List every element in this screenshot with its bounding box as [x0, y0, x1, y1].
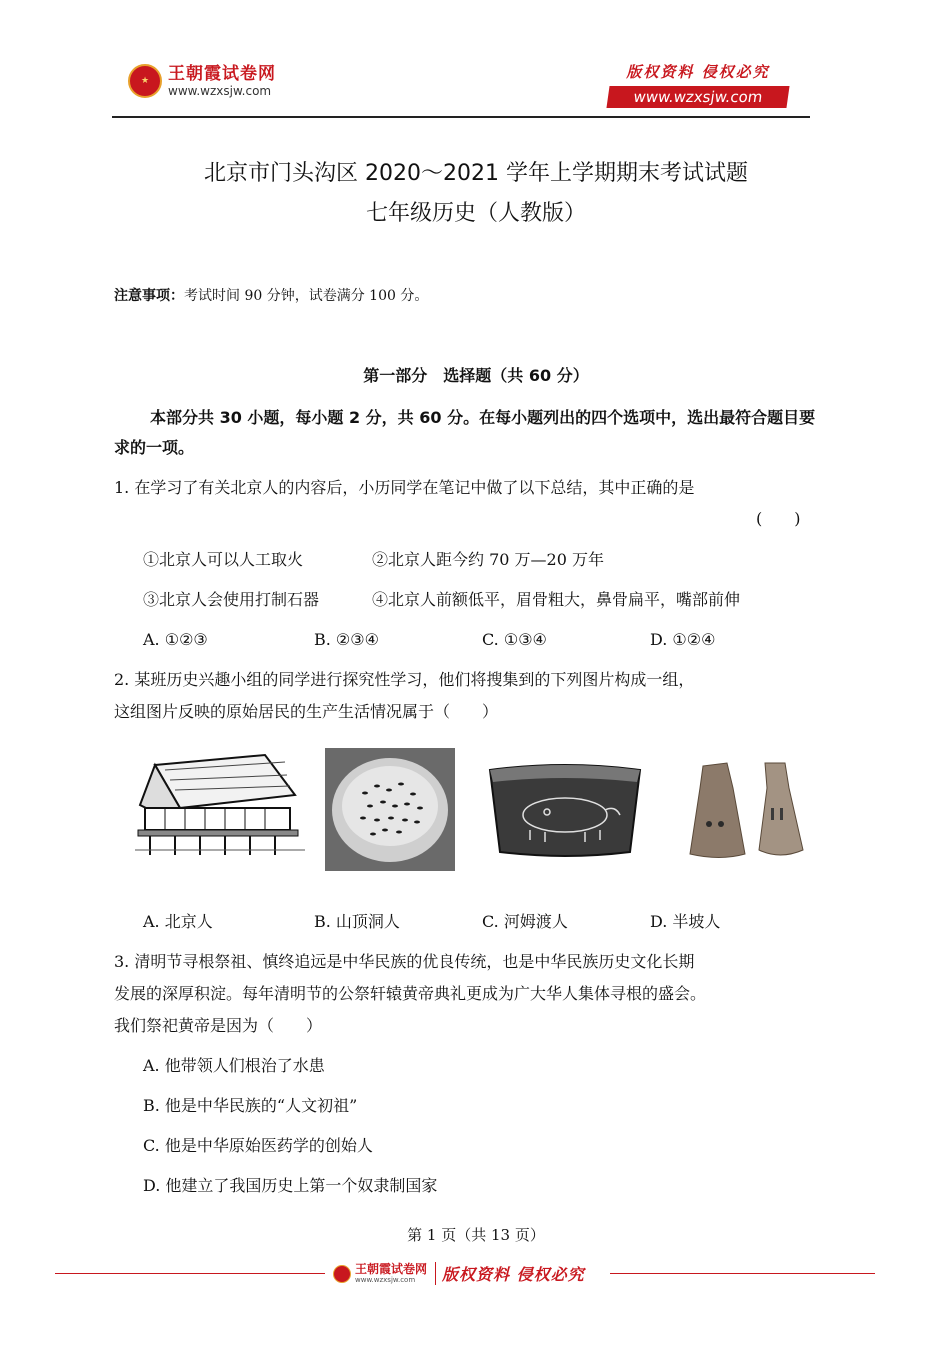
q3-stem-line1: 3. 清明节寻根祭祖、慎终追远是中华民族的优良传统，也是中华民族历史文化长期 [114, 952, 695, 971]
q2-option-d: D. 半坡人 [650, 912, 721, 931]
rice-grains-image [325, 748, 455, 871]
stilt-house-image [135, 750, 305, 860]
q1-option-b: B. ②③④ [314, 630, 379, 649]
pig-pattern-pottery-image [485, 760, 645, 860]
q3-stem-line2: 发展的深厚积淀。每年清明节的公祭轩辕黄帝典礼更成为广大华人集体寻根的盛会。 [114, 984, 707, 1003]
q1-option-c: C. ①③④ [482, 630, 547, 649]
exam-title: 北京市门头沟区 2020～2021 学年上学期期末考试试题 [204, 161, 748, 186]
page-header [110, 58, 810, 118]
q1-statement-2: ②北京人距今约 70 万—20 万年 [372, 550, 604, 569]
bone-tools-image [685, 758, 815, 863]
footer-right-rule [610, 1273, 875, 1274]
q3-option-a: A. 他带领人们根治了水患 [143, 1056, 325, 1075]
logo-name: 王朝霞试卷网 [168, 64, 276, 84]
q3-option-c: C. 他是中华原始医药学的创始人 [143, 1136, 373, 1155]
footer-seal-icon [333, 1265, 351, 1283]
page-footer [55, 1262, 875, 1286]
copyright-url: www.wzxsjw.com [606, 86, 789, 108]
section-intro: 本部分共 30 小题，每小题 2 分，共 60 分。在每小题列出的四个选项中，选出最符合题目要求的一项。 [114, 408, 816, 457]
footer-logo-url: www.wzxsjw.com [355, 1276, 416, 1284]
q2-option-c: C. 河姆渡人 [482, 912, 568, 931]
q2-stem-line2: 这组图片反映的原始居民的生产生活情况属于（ ） [114, 702, 499, 721]
q1-statement-1: ①北京人可以人工取火 [143, 550, 304, 569]
q1-answer-bracket: ( ) [756, 509, 801, 528]
footer-slogan: 版权资料 侵权必究 [435, 1262, 585, 1285]
q1-statement-3: ③北京人会使用打制石器 [143, 590, 320, 609]
copyright-box [608, 62, 788, 108]
q1-option-d: D. ①②④ [650, 630, 716, 649]
site-logo [128, 64, 276, 98]
q1-option-a: A. ①②③ [143, 630, 208, 649]
notice-text: 考试时间 90 分钟，试卷满分 100 分。 [184, 288, 429, 304]
q2-option-b: B. 山顶洞人 [314, 912, 400, 931]
footer-left-rule [55, 1273, 325, 1274]
copyright-slogan: 版权资料 侵权必究 [626, 63, 770, 81]
q2-stem-line1: 2. 某班历史兴趣小组的同学进行探究性学习，他们将搜集到的下列图片构成一组， [114, 670, 695, 689]
notice-label: 注意事项： [114, 288, 184, 304]
logo-url: www.wzxsjw.com [168, 84, 272, 98]
seal-icon: ★ [128, 64, 162, 98]
footer-logo [327, 1262, 591, 1285]
header-divider [112, 116, 810, 118]
q1-stem: 1. 在学习了有关北京人的内容后，小历同学在笔记中做了以下总结，其中正确的是 [114, 478, 695, 497]
page-number: 第 1 页（共 13 页） [407, 1226, 545, 1244]
exam-subtitle: 七年级历史（人教版） [365, 201, 586, 226]
section-heading: 第一部分 选择题（共 60 分） [363, 366, 589, 385]
q2-option-a: A. 北京人 [143, 912, 213, 931]
q3-option-b: B. 他是中华民族的“人文初祖” [143, 1096, 358, 1115]
q3-stem-line3: 我们祭祀黄帝是因为（ ） [114, 1016, 323, 1035]
footer-logo-name: 王朝霞试卷网 [355, 1262, 428, 1276]
exam-notice [114, 286, 428, 306]
q3-option-d: D. 他建立了我国历史上第一个奴隶制国家 [143, 1176, 438, 1195]
q1-statement-4: ④北京人前额低平，眉骨粗大，鼻骨扁平，嘴部前伸 [372, 590, 741, 609]
